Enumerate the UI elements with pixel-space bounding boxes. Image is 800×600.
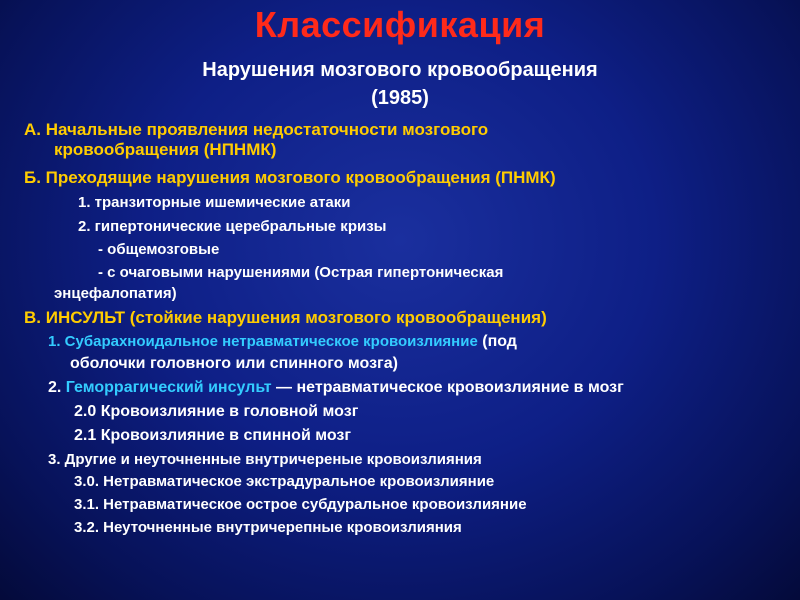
section-b-item-2a: - общемозговые — [98, 241, 220, 258]
slide-subtitle — [0, 56, 800, 112]
section-b-item-2b-line-1: - с очаговыми нарушениями (Острая гипертоническая — [98, 264, 504, 281]
section-b-heading: Б. Преходящие нарушения мозгового кровообращения (ПНМК) — [24, 168, 556, 187]
section-b-item-1: 1. транзиторные ишемические атаки — [78, 194, 351, 211]
section-a-line-2: кровообращения (НПНМК) — [54, 140, 277, 159]
slide-title: Классификация — [254, 4, 546, 45]
section-v-item-2 — [48, 379, 624, 397]
section-b-item-2b-line-2: энцефалопатия) — [54, 285, 177, 302]
subtitle-line-1: Нарушения мозгового кровообращения — [202, 59, 598, 81]
section-v-item-2-1: 2.1 Кровоизлияние в спинной мозг — [74, 427, 352, 444]
section-v-item-3-1: 3.1. Нетравматическое острое субдуральное кровоизлияние — [74, 496, 527, 513]
section-v-item-3: 3. Другие и неуточненные внутричереные кровоизлияния — [48, 451, 482, 468]
section-v-item-3-0: 3.0. Нетравматическое экстрадуральное кровоизлияние — [74, 473, 495, 490]
section-v-item-3-2: 3.2. Неуточненные внутричерепные кровоизлияния — [74, 519, 462, 536]
section-v-item-1-line-2: оболочки головного или спинного мозга) — [70, 355, 398, 372]
section-v-item-2-rest: — нетравматическое кровоизлияние в мозг — [271, 379, 624, 396]
section-v-item-2-highlight: Геморрагический инсульт — [65, 379, 272, 396]
section-v-item-2-number: 2. — [48, 379, 66, 396]
subtitle-line-2: (1985) — [371, 87, 429, 109]
section-v-item-1-highlight: 1. Субарахноидальное нетравматическое кровоизлияние — [48, 333, 478, 350]
section-a-line-1: А. Начальные проявления недостаточности мозгового — [24, 120, 489, 139]
section-v-item-1 — [48, 333, 517, 351]
section-b-item-2: 2. гипертонические церебральные кризы — [78, 218, 387, 235]
section-v-heading: В. ИНСУЛЬТ (стойкие нарушения мозгового кровообращения) — [24, 308, 547, 327]
section-v-item-2-0: 2.0 Кровоизлияние в головной мозг — [74, 403, 359, 420]
section-v-item-1-rest: (под — [477, 333, 517, 350]
